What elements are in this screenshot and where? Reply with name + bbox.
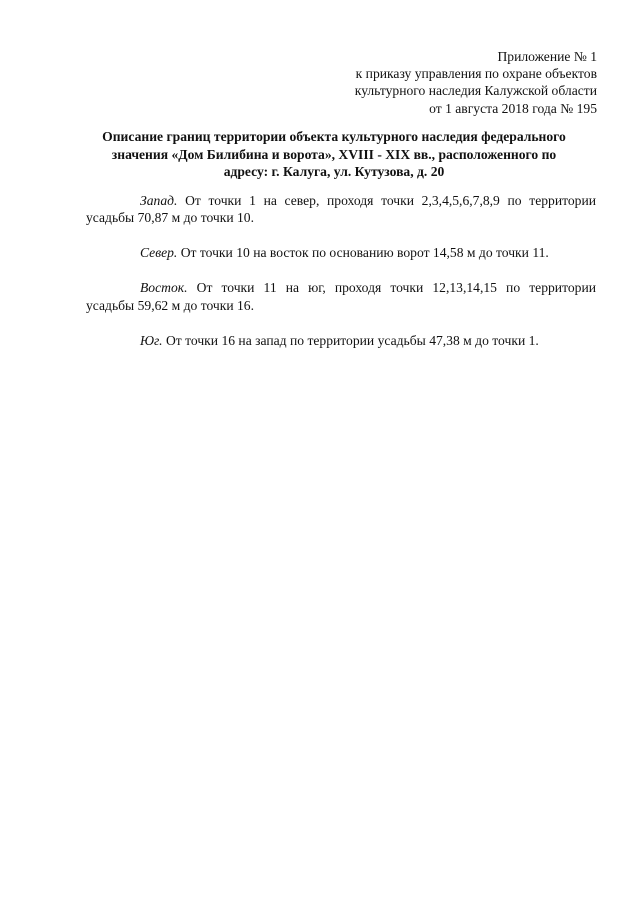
paragraph-north <box>86 244 596 261</box>
paragraph-west <box>86 192 596 227</box>
paragraph-west-line-2: усадьбы 70,87 м до точки 10. <box>86 210 255 226</box>
paragraph-west-text: От точки 1 на север, проходя точки 2,3,4,5,6,7,8,9 по территории <box>177 193 596 208</box>
annex-date-line: от 1 августа 2018 года № 195 <box>429 100 597 116</box>
direction-east: Восток. <box>140 280 188 296</box>
paragraph-east-line-2: усадьбы 59,62 м до точки 16. <box>86 297 255 313</box>
document-title <box>60 128 608 181</box>
annex-authority-line: культурного наследия Калужской области <box>354 83 597 99</box>
direction-south: Юг. <box>140 332 163 348</box>
paragraph-east-text: От точки 11 на юг, проходя точки 12,13,14,15 по территории <box>187 280 596 296</box>
paragraph-south <box>86 332 596 349</box>
paragraph-north-text: От точки 10 на восток по основанию ворот 14,58 м до точки 11. <box>177 245 549 261</box>
boundary-description <box>86 192 596 367</box>
direction-north: Север. <box>140 245 178 261</box>
direction-west: Запад. <box>140 193 178 208</box>
annex-header <box>277 48 597 117</box>
annex-number: Приложение № 1 <box>497 49 597 64</box>
paragraph-south-text: От точки 16 на запад по территории усадьбы 47,38 м до точки 1. <box>162 332 539 348</box>
paragraph-east-line-1 <box>86 279 596 296</box>
title-line-2: значения «Дом Билибина и ворота», XVIII - XIX вв., расположенного по <box>111 146 557 162</box>
title-line-1: Описание границ территории объекта культурного наследия федерального <box>102 129 566 144</box>
annex-order-line: к приказу управления по охране объектов <box>355 66 597 82</box>
title-line-3: адресу: г. Калуга, ул. Кутузова, д. 20 <box>223 164 445 180</box>
paragraph-north-line-1 <box>86 244 596 261</box>
paragraph-south-line-1 <box>86 332 596 349</box>
paragraph-east <box>86 279 596 314</box>
paragraph-west-line-1 <box>86 192 596 209</box>
